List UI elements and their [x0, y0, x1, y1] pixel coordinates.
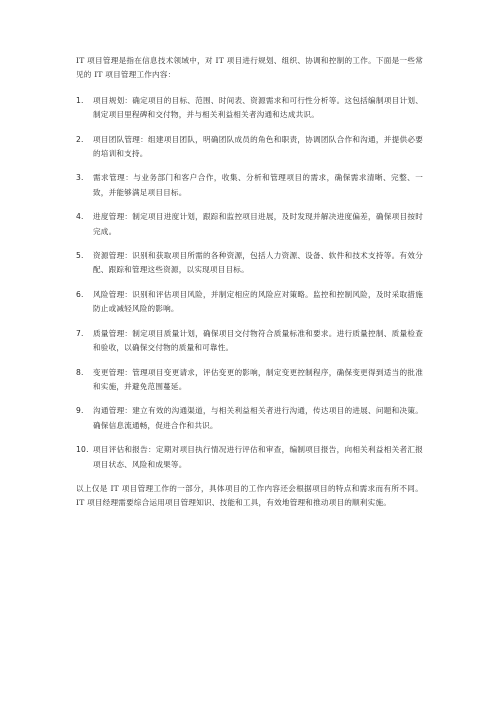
- closing-paragraph: 以上仅是 IT 项目管理工作的一部分，具体项目的工作内容还会根据项目的特点和需求而有所不同。IT 项目经理需要综合运用项目管理知识、技能和工具，有效地管理和推动项目的顺利实施。: [76, 483, 423, 508]
- list-item: [76, 288, 423, 317]
- item-text: 项目规划：确定项目的目标、范围、时间表、资源需求和可行性分析等。这包括编制项目计划、制定项目里程碑和交付物，并与相关利益相关者沟通和达成共识。: [93, 95, 423, 120]
- item-text: 沟通管理：建立有效的沟通渠道，与相关利益相关者进行沟通，传达项目的进展、问题和决策。确保信息流通畅，促进合作和共识。: [93, 406, 423, 430]
- item-number: 2.: [76, 134, 84, 144]
- item-text: 需求管理：与业务部门和客户合作，收集、分析和管理项目的需求，确保需求清晰、完整、一致，并能够满足项目目标。: [93, 173, 423, 197]
- list-item: [76, 94, 423, 123]
- item-text: 进度管理：制定项目进度计划，跟踪和监控项目进展，及时发现并解决进度偏差，确保项目按时完成。: [93, 212, 423, 236]
- item-number: 10.: [76, 445, 89, 455]
- list-item: [76, 133, 423, 162]
- document-page: [76, 54, 423, 511]
- item-text: 项目评估和报告：定期对项目执行情况进行评估和审查，编制项目报告，向相关利益相关者汇报项目状态、风险和成果等。: [93, 445, 423, 469]
- list-item: [76, 210, 423, 239]
- work-content-list: [76, 94, 423, 472]
- list-item: [76, 171, 423, 200]
- item-number: 1.: [76, 95, 84, 105]
- list-item: [76, 404, 423, 433]
- item-number: 7.: [76, 328, 84, 338]
- item-text: 资源管理：识别和获取项目所需的各种资源，包括人力资源、设备、软件和技术支持等。有效分配、跟踪和管理这些资源，以实现项目目标。: [93, 251, 423, 275]
- item-number: 8.: [76, 367, 84, 377]
- item-text: 质量管理：制定项目质量计划，确保项目交付物符合质量标准和要求。进行质量控制、质量检查和验收，以确保交付物的质量和可靠性。: [93, 328, 423, 353]
- list-item: [76, 249, 423, 278]
- item-text: 项目团队管理：组建项目团队，明确团队成员的角色和职责，协调团队合作和沟通，并提供必要的培训和支持。: [93, 134, 423, 159]
- item-text: 风险管理：识别和评估项目风险，并制定相应的风险应对策略。监控和控制风险，及时采取措施防止或减轻风险的影响。: [93, 289, 423, 314]
- item-number: 6.: [76, 289, 84, 299]
- list-item: [76, 366, 423, 395]
- item-number: 5.: [76, 251, 84, 261]
- item-text: 变更管理：管理项目变更请求，评估变更的影响，制定变更控制程序，确保变更得到适当的批准和实施，并避免范围蔓延。: [93, 367, 423, 391]
- intro-paragraph: IT 项目管理是指在信息技术领域中，对 IT 项目进行规划、组织、协调和控制的工作。下面是一些常见的 IT 项目管理工作内容：: [76, 56, 423, 80]
- list-item: [76, 443, 423, 472]
- item-number: 4.: [76, 212, 84, 222]
- item-number: 9.: [76, 406, 84, 416]
- item-number: 3.: [76, 173, 84, 183]
- list-item: [76, 327, 423, 356]
